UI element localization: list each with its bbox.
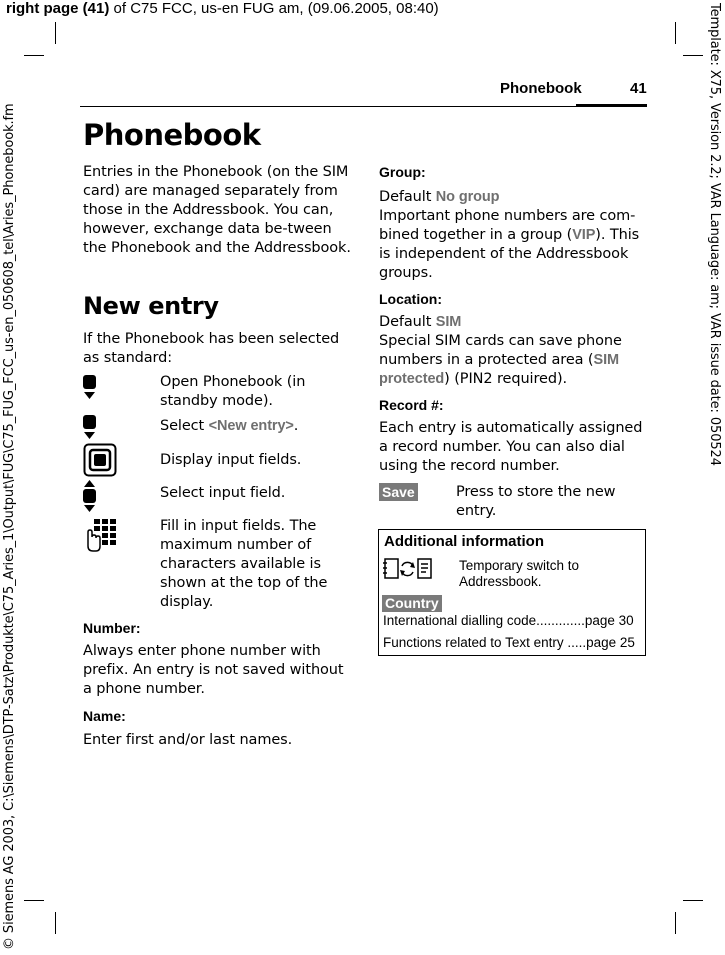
number-label: Number: [83, 620, 141, 636]
printer-line-page: right page (41) [6, 0, 110, 17]
step-display-fields: Display input fields. [160, 452, 302, 468]
page-title: Phonebook [83, 118, 261, 152]
additional-info-title: Additional information [384, 533, 544, 550]
nav-down-icon [81, 374, 99, 402]
step-select-new-entry [160, 417, 350, 436]
keypad-icon [82, 518, 118, 552]
record-text: Each entry is automatically assigned a record number. You can also dial using the record number. [379, 420, 643, 474]
crop-mark [55, 22, 56, 44]
group-text-a: Important phone numbers are com-bined together in a group ( [379, 208, 636, 243]
nav-updown-icon [81, 478, 99, 514]
crop-mark [675, 912, 676, 934]
crop-mark [24, 900, 44, 901]
group-text-b: ). This is independent of the Addressbook groups. [379, 227, 640, 281]
crop-mark [683, 55, 703, 56]
header-rule [80, 106, 647, 107]
nav-down-icon [81, 414, 99, 442]
crop-mark [55, 912, 56, 934]
location-text [379, 332, 637, 389]
new-entry-softkey: <New entry> [208, 418, 294, 434]
save-softkey: Save [379, 483, 418, 501]
printer-line [6, 0, 439, 17]
location-default [379, 313, 649, 332]
location-default-text: Default [379, 314, 436, 330]
name-label: Name: [83, 708, 126, 724]
name-text: Enter first and/or last names. [83, 732, 293, 748]
step-select-field: Select input field. [160, 485, 286, 501]
group-default-value: No group [435, 189, 500, 205]
crop-mark [675, 22, 676, 44]
page-number: 41 [630, 80, 647, 97]
save-text: Press to store the new entry. [456, 484, 616, 519]
side-copyright: © Siemens AG 2003, C:\Siemens\DTP-Satz\Produkte\C75_Aries_1\Output\FUG\C75_FUG_FCC_us-en_050608_tel\Aries_Phonebook.fm [2, 103, 17, 950]
group-vip: VIP [572, 227, 596, 243]
country-softkey: Country [382, 595, 442, 612]
ref-text-entry: Functions related to Text entry .....page 25 [383, 635, 635, 650]
additional-info-box [378, 529, 646, 656]
header-rule-accent [576, 104, 647, 107]
group-label: Group: [379, 164, 426, 180]
group-default [379, 188, 649, 207]
section-heading-new-entry: New entry [83, 292, 219, 320]
location-text-a: Special SIM cards can save phone numbers in a protected area ( [379, 333, 622, 368]
new-entry-lead: If the Phonebook has been selected as standard: [83, 331, 340, 366]
side-template: Template: X75, Version 2.2; VAR Language: am; VAR issue date: 050524 [707, 3, 722, 466]
group-default-text: Default [379, 189, 436, 205]
intro-paragraph: Entries in the Phonebook (on the SIM card) are managed separately from those in the Addressbook. You can, however, exchange data be-tween the Phonebook and the Addressbook. [83, 164, 351, 256]
phonebook-switch-icon [382, 557, 434, 581]
running-header-title: Phonebook [500, 80, 582, 97]
location-sim-protected: SIM protected [379, 352, 619, 387]
switch-addressbook-text: Temporary switch to Addressbook. [459, 558, 580, 589]
step-select-period: . [293, 418, 299, 434]
step-fill-fields: Fill in input fields. The maximum number of characters available is shown at the top of the display. [160, 518, 328, 610]
step-open-phonebook: Open Phonebook (in standby mode). [160, 374, 306, 409]
crop-mark [24, 55, 44, 56]
record-label: Record #: [379, 397, 444, 413]
ref-dialling-code: International dialling code.............page 30 [383, 613, 634, 628]
location-label: Location: [379, 291, 442, 307]
printer-line-rest: of C75 FCC, us-en FUG am, (09.06.2005, 08:40) [109, 0, 439, 17]
step-select-text: Select [160, 418, 209, 434]
nav-press-icon [83, 443, 117, 477]
number-text: Always enter phone number with prefix. An entry is not saved without a phone number. [83, 643, 344, 697]
crop-mark [683, 900, 703, 901]
group-text [379, 207, 647, 283]
location-default-value: SIM [435, 314, 462, 330]
location-text-b: ) (PIN2 required). [444, 371, 568, 387]
